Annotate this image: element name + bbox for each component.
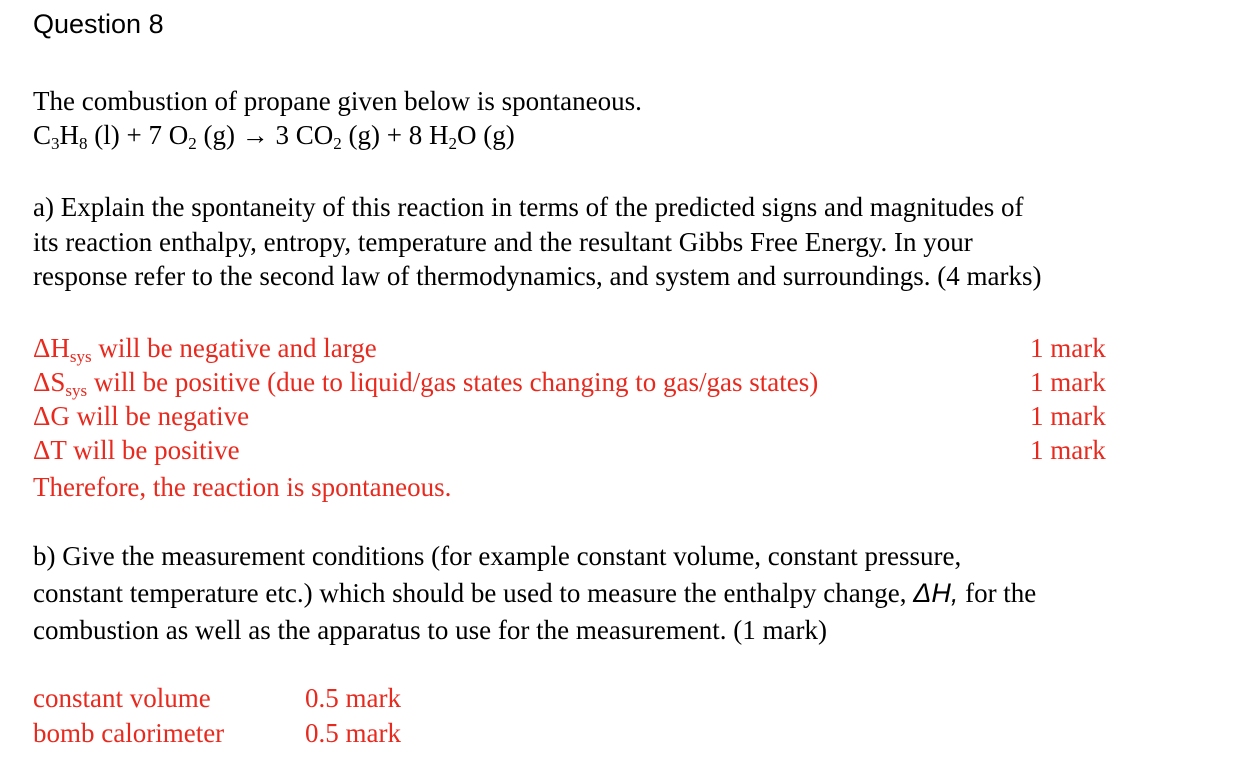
part-a-question-line-1: a) Explain the spontaneity of this reaction in terms of the predicted signs and magnitudes of [33,192,1024,222]
part-a-answer-temperature: ΔT will be positive [33,435,240,465]
part-b-mark-condition: 0.5 mark [305,683,401,713]
reaction-equation: C3H8 (l) + 7 O2 (g) → 3 CO2 (g) + 8 H2O (g) [33,120,515,153]
intro-text: The combustion of propane given below is spontaneous. [33,86,642,116]
part-b-question-line-2: constant temperature etc.) which should be used to measure the enthalpy change, ΔH, for the [33,578,1037,608]
part-a-answer-gibbs: ΔG will be negative [33,401,250,431]
part-b-mark-apparatus: 0.5 mark [305,718,401,748]
question-title: Question 8 [33,9,164,39]
part-b-question-line-1: b) Give the measurement conditions (for example constant volume, constant pressure, [33,541,962,571]
part-b-answer-condition: constant volume [33,683,211,713]
part-a-mark-temperature: 1 mark [1030,435,1106,465]
part-a-mark-entropy: 1 mark [1030,367,1106,397]
part-a-question-line-3: response refer to the second law of thermodynamics, and system and surroundings. (4 marks) [33,261,1042,291]
part-b-answer-apparatus: bomb calorimeter [33,718,225,748]
part-a-answer-enthalpy: ΔHsys will be negative and large [33,333,377,366]
part-a-question-line-2: its reaction enthalpy, entropy, temperature and the resultant Gibbs Free Energy. In your [33,227,973,257]
part-a-answer-entropy: ΔSsys will be positive (due to liquid/gas states changing to gas/gas states) [33,367,819,400]
part-a-mark-enthalpy: 1 mark [1030,333,1106,363]
part-a-mark-gibbs: 1 mark [1030,401,1106,431]
part-a-conclusion: Therefore, the reaction is spontaneous. [33,472,452,502]
part-b-question-line-3: combustion as well as the apparatus to use for the measurement. (1 mark) [33,615,828,645]
